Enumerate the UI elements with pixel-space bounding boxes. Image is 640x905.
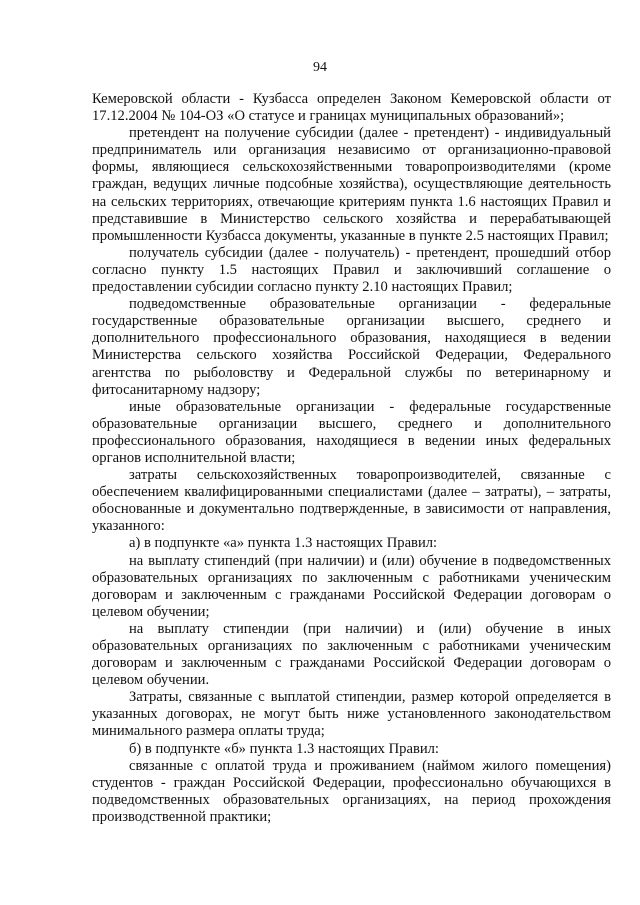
paragraph-municipal-law: Кемеровской области - Кузбасса определен Законом Кемеровской области от 17.12.2004 № 104-ОЗ «О статусе и границах муниципальных образований»; [92, 91, 611, 125]
paragraph-recipient-definition: получатель субсидии (далее - получатель) - претендент, прошедший отбор согласно пункту 1.5 настоящих Правил и заключивший соглашение о предоставлении субсидии согласно пункту 2.10 настоящих Правил; [92, 244, 611, 296]
paragraph-scholarship-minimum: Затраты, связанные с выплатой стипендии, размер которой определяется в указанных договорах, не могут быть ниже установленного законодательством минимального размера оплаты труда; [92, 689, 611, 740]
paragraph-subordinate-organizations: подведомственные образовательные организации - федеральные государственные образовательные организации высшего, среднего и дополнительного профессионального образования, находящиеся в ведении Министерства сельского хозяйства Российской Федерации, Федерального агентства по рыболовству и Федеральной службы по ветеринарному и фитосанитарному надзору; [92, 296, 611, 398]
paragraph-scholarship-subordinate: на выплату стипендий (при наличии) и (или) обучение в подведомственных образовательных организациях по заключенным с работниками ученическим договорам и заключенным с гражданами Российской Федерации договорам о целевом обучении; [92, 552, 611, 620]
paragraph-practice-costs: связанные с оплатой труда и проживанием (наймом жилого помещения) студентов - граждан Российской Федерации, профессионально обучающихся в подведомственных образовательных организациях, на период прохождения производственной практики; [92, 757, 611, 825]
paragraph-scholarship-other: на выплату стипендии (при наличии) и (или) обучение в иных образовательных организациях по заключенным с работниками ученическим договорам и заключенным с гражданами Российской Федерации договорам о целевом обучении. [92, 620, 611, 689]
page-number: 94 [313, 60, 327, 75]
paragraph-subpoint-a: а) в подпункте «а» пункта 1.3 настоящих Правил: [129, 535, 438, 552]
paragraph-costs-definition: затраты сельскохозяйственных товаропроизводителей, связанные с обеспечением квалифицированными специалистами (далее – затраты), – затраты, обоснованные и документально подтвержденные, в зависимости от направления, указанного: [92, 467, 611, 535]
document-body [92, 91, 611, 826]
paragraph-subpoint-b: б) в подпункте «б» пункта 1.3 настоящих Правил: [129, 740, 439, 757]
paragraph-applicant-definition: претендент на получение субсидии (далее - претендент) - индивидуальный предприниматель или организация независимо от организационно-правовой формы, являющиеся сельскохозяйственными товаропроизводителями (кроме граждан, ведущих личные подсобные хозяйства), осуществляющие деятельность на сельских территориях, отвечающие критериям пункта 1.6 настоящих Правил и представившие в Министерство сельского хозяйства и перерабатывающей промышленности Кузбасса документы, указанные в пункте 2.5 настоящих Правил; [92, 125, 611, 244]
paragraph-other-organizations: иные образовательные организации - федеральные государственные образовательные организации высшего, среднего и дополнительного профессионального образования, находящиеся в ведении иных федеральных органов исполнительной власти; [92, 398, 611, 466]
